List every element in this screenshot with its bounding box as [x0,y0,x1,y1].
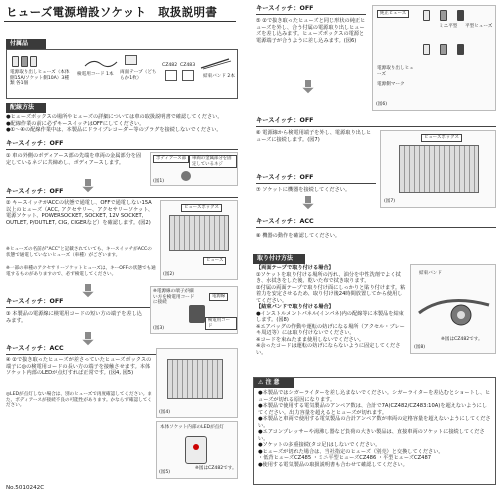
step6-text: ⑥ 電源線から検電用端子を外し、電源取り出しヒューズに接続します。(図7) [256,130,372,143]
wiring-note: ●①～④の配線作業中は、本製品にドライブレコーダー等のプラグを接続しないでください。 [6,127,222,133]
step7-text: ⑦ ソケットに機器を接続してください。 [256,187,351,193]
step4-text: ④ ②で抜き取ったヒューズが差さっていたヒューズボックスの端子に◎の検電用コードの長い方の端子を接触させます。本体ソケット内部のLEDが点灯すれば正常です。(図4, 図5) [6,357,152,376]
step3-text: ③ 本製品の電源線に検電用コードの短い方の端子を差し込みます。 [6,311,142,324]
arrow-down-icon [85,284,91,291]
figure-6 [372,5,496,111]
wiring-notes [6,114,238,134]
figure-4 [156,348,238,418]
figure-label: (図3) [153,326,165,331]
page-title: ヒューズ電源増設ソケット 取扱説明書 [6,5,218,19]
mounting-line: ※余ったコードは運転の妨げにならないように固定してください。 [256,343,401,356]
warning-icon: ⚠ [258,379,266,386]
figure-label: (図4) [159,410,171,415]
step5-key: キースイッチ：OFF [256,5,314,12]
fuse-icon [423,10,430,21]
figure-2 [160,200,238,280]
fig-tag: 平型ヒューズ [465,24,493,29]
step4-note: ◎LEDが点灯しない場合は、別のヒューズで再度確認してください。また、ボディアースが接続不良の可能性があります。かならず確認してください。 [6,392,152,409]
caution-line: ●本製品と車両で使用する電気製品の合計アンペア数が車両の定格容量を超えないようにしてください。 [258,416,491,429]
step8-key: キースイッチ：ACC [256,218,314,225]
fig-tag: 検電用コード [205,317,237,330]
arrow-down-icon [302,88,313,94]
caution-line: ●使用する電気製品の取扱説明書も合わせて確認してください。 [258,461,408,468]
caution-line: ●ヒューズが切れた場合は、当社指定のヒューズ（別売）と交換してください。 [258,448,444,455]
mounting-line: 【両面テープで取り付ける場合】 [256,265,334,271]
fig-tag: ミニ平型 [439,24,458,29]
arrow-down-icon [82,292,93,298]
contents-heading: 付属品 [6,39,46,49]
mounting-line: ※エアバッグの作動や運転の妨げになる場所（アクセル・ブレーキ周辺等）には取り付けないでください。 [256,323,405,336]
step2-note: ※ヒューズの名前が"ACC"と記載されていても、キースイッチがACCの状態で通電していないヒューズ（車種）がございます。 [6,247,152,258]
caution-text [258,390,492,468]
figure-label: (図6) [376,102,388,107]
step1-key: キースイッチ：OFF [6,140,64,147]
document-number: No.5010242C [6,485,45,491]
divider [256,183,376,184]
step1-text: ① 車の外側のボディアース部の先端を車両の金属部分を固定しているネジに共締めし、ボディアースします。 [6,153,142,166]
figure-5 [156,421,238,479]
model-cz482: CZ482 [162,63,178,68]
fuse-icon [457,10,464,21]
tape-cz482-figure [165,70,177,81]
step2-text: ② キースイッチがACCの状態で通電し、OFFで通電しない15A以上のヒューズ（ACC, アクセサリー、アクセサリーソケット、電源ソケット、POWERSOCKET, SOCKET, 12V SOCKET, OUTLET, P/OUTLET, CIG, CIGERなど）を確認します。(図2) [6,200,154,226]
fuse-icon [440,10,447,21]
fig-tag: ヒューズボックス [421,134,462,142]
mounting-line: ※コードを束ねたまま使用しないでください。 [256,336,365,343]
divider [256,227,496,228]
fig-tag: 本体ソケット内部のLEDが点灯 [160,425,224,430]
fuse-icon [30,56,37,67]
mounting-heading: 取り付け方法 [253,254,305,264]
cable-mount-figure [415,283,493,333]
fig-tag: ヒューズボックス [181,204,222,212]
fig-tag: ※図はCZ482です。 [441,337,483,342]
fuse-set-figure [12,56,37,67]
fig-tag: ※図はCZ482です。 [195,466,237,471]
contents-item-fuse: 電源取り出しヒューズ（本体側15A/ソケット側10A）3種類 各1個 [10,70,70,87]
fig-tag: ※電源線の端子が細い方を検電用コードに接続 [153,289,195,306]
figure-label: (図2) [163,272,175,277]
wiring-note: ●ヒューズボックスの場所やヒューズの詳細については車の取扱説明書で確認してください。 [6,114,223,120]
fig-tag: 電源取り出しヒューズ [377,66,414,77]
test-cord-figure [83,56,119,70]
mounting-line: ●インストルメントパネル(インパネ)内の配線等に本製品を結束します。(図8) [256,310,404,323]
screw-icon [181,171,191,181]
model-cz483: CZ483 [180,63,196,68]
arrow-down-icon [85,332,91,339]
fig-tag: ヒューズ [203,257,226,265]
arrow-down-icon [82,340,93,346]
caution-line: ●エアコンプレッサーや湯沸し器など負荷の大きい製品は、直接車両のソケットに接続してください。 [258,429,485,442]
figure-3 [150,286,238,334]
fig-tag: 電源側マーク [377,82,405,87]
step7-key: キースイッチ：OFF [256,174,314,181]
divider [6,197,238,198]
arrow-down-icon [85,179,91,186]
arrow-down-icon [82,187,93,193]
fuse-box-graphic [167,359,223,399]
arrow-down-icon [305,80,311,87]
arrow-down-icon [302,204,313,210]
fig-tag: ボディアース部 [153,155,189,163]
fig-tag: 結束バンド [419,271,442,276]
mounting-line: ①ソケットを取り付ける場所の汚れ、油分を中性洗剤でよく拭き、水拭きをした後、乾いた布で拭き取ります。 [256,271,401,284]
divider [256,126,496,127]
contents-item-tape: 両面テープ（どちらか1枚） [120,70,157,81]
step5-text: ⑤ ②で抜き取ったヒューズと同じ形状の純正ヒューズを外し、合う付属の電源取り出しヒューズを差し込みます。ヒューズボックスの電源と電源端子が合うように差し込みます。(図6) [256,18,366,44]
figure-7 [380,130,496,208]
fuse-box-graphic [399,145,479,193]
caution-heading-label: 注 意 [265,379,280,386]
step8-text: ⑧ 機器の動作を確認してください。 [256,233,341,239]
power-fuse-types [423,44,464,55]
step4-key: キースイッチ：ACC [6,345,64,352]
caution-line: ・低背ヒューズCZ485 ・ミニ平型ヒューズCZ486 ・平型ヒューズCZ487 [258,455,432,461]
caution-line: ●本製品で使用する電気製品のアンペア数は、合計で7A(CZ482/CZ483:10A)を超えないようにしてください。出力容量を超えるとヒューズが切れます。 [258,403,488,416]
fig-tag: 車両の金属部分を固定しているネジ [189,155,237,168]
divider [256,14,366,15]
fig-tag: 純正ヒューズ [377,10,409,18]
contents-box [6,49,238,99]
fuse-box-graphic [169,215,229,251]
fuse-icon [457,44,464,55]
fuse-icon [440,44,447,55]
mounting-text [256,265,406,356]
tape-cz483-figure [182,70,194,81]
led-icon [193,444,199,450]
step2-note2: ※一部の車種のアクセサリーソケットヒューズは、キーOFFの状態でも通電するものがありますので、必ず検電してください。 [6,266,156,277]
figure-label: (図8) [414,345,426,350]
caution-line: ●ソケットの多重接続(タコ足)はしないでください。 [258,442,381,448]
step3-key: キースイッチ：OFF [6,298,64,305]
wiring-note: ●配線作業の前に必ずキースイッチはOFFにしてください。 [6,120,145,127]
fuse-icon [21,56,28,67]
fuse-icon [423,44,430,55]
socket-icon [189,305,205,323]
title-divider [4,21,236,22]
step6-key: キースイッチ：OFF [256,117,314,124]
caution-line: ●本製品ではシガーライターを差し込まないでください。シガーライターを差込むとショートし、ヒューズが切れる原因になります。 [258,390,491,403]
figure-8 [410,264,496,354]
mounting-line: 【結束バンドで取り付ける場合】 [256,304,334,310]
caution-heading [254,378,294,388]
caution-box [253,377,496,485]
fig-tag: 電源線 [209,293,228,301]
fuse-types [423,10,464,21]
mounting-line: ②付属の両面テープで取り付け面にしっかりと貼り付けます。粘着力を安定させるため、取り付け後24時間放置してから使用してください。 [256,284,406,304]
divider [6,149,238,150]
wiring-heading: 配線方法 [6,103,46,113]
arrow-down-icon [305,196,311,203]
tape-figure [125,55,137,65]
figure-label: (図5) [159,470,171,475]
figure-label: (図1) [153,179,165,184]
socket-icon [185,436,207,464]
figure-label: (図7) [384,199,396,204]
cable-tie-figure [199,56,233,70]
figure-1 [150,152,238,186]
step2-key: キースイッチ：OFF [6,188,64,195]
contents-item-tie: 結束バンド 2本 [203,74,235,79]
fuse-icon [12,56,19,67]
contents-item-cord: 検電用コード 1本 [77,72,114,77]
